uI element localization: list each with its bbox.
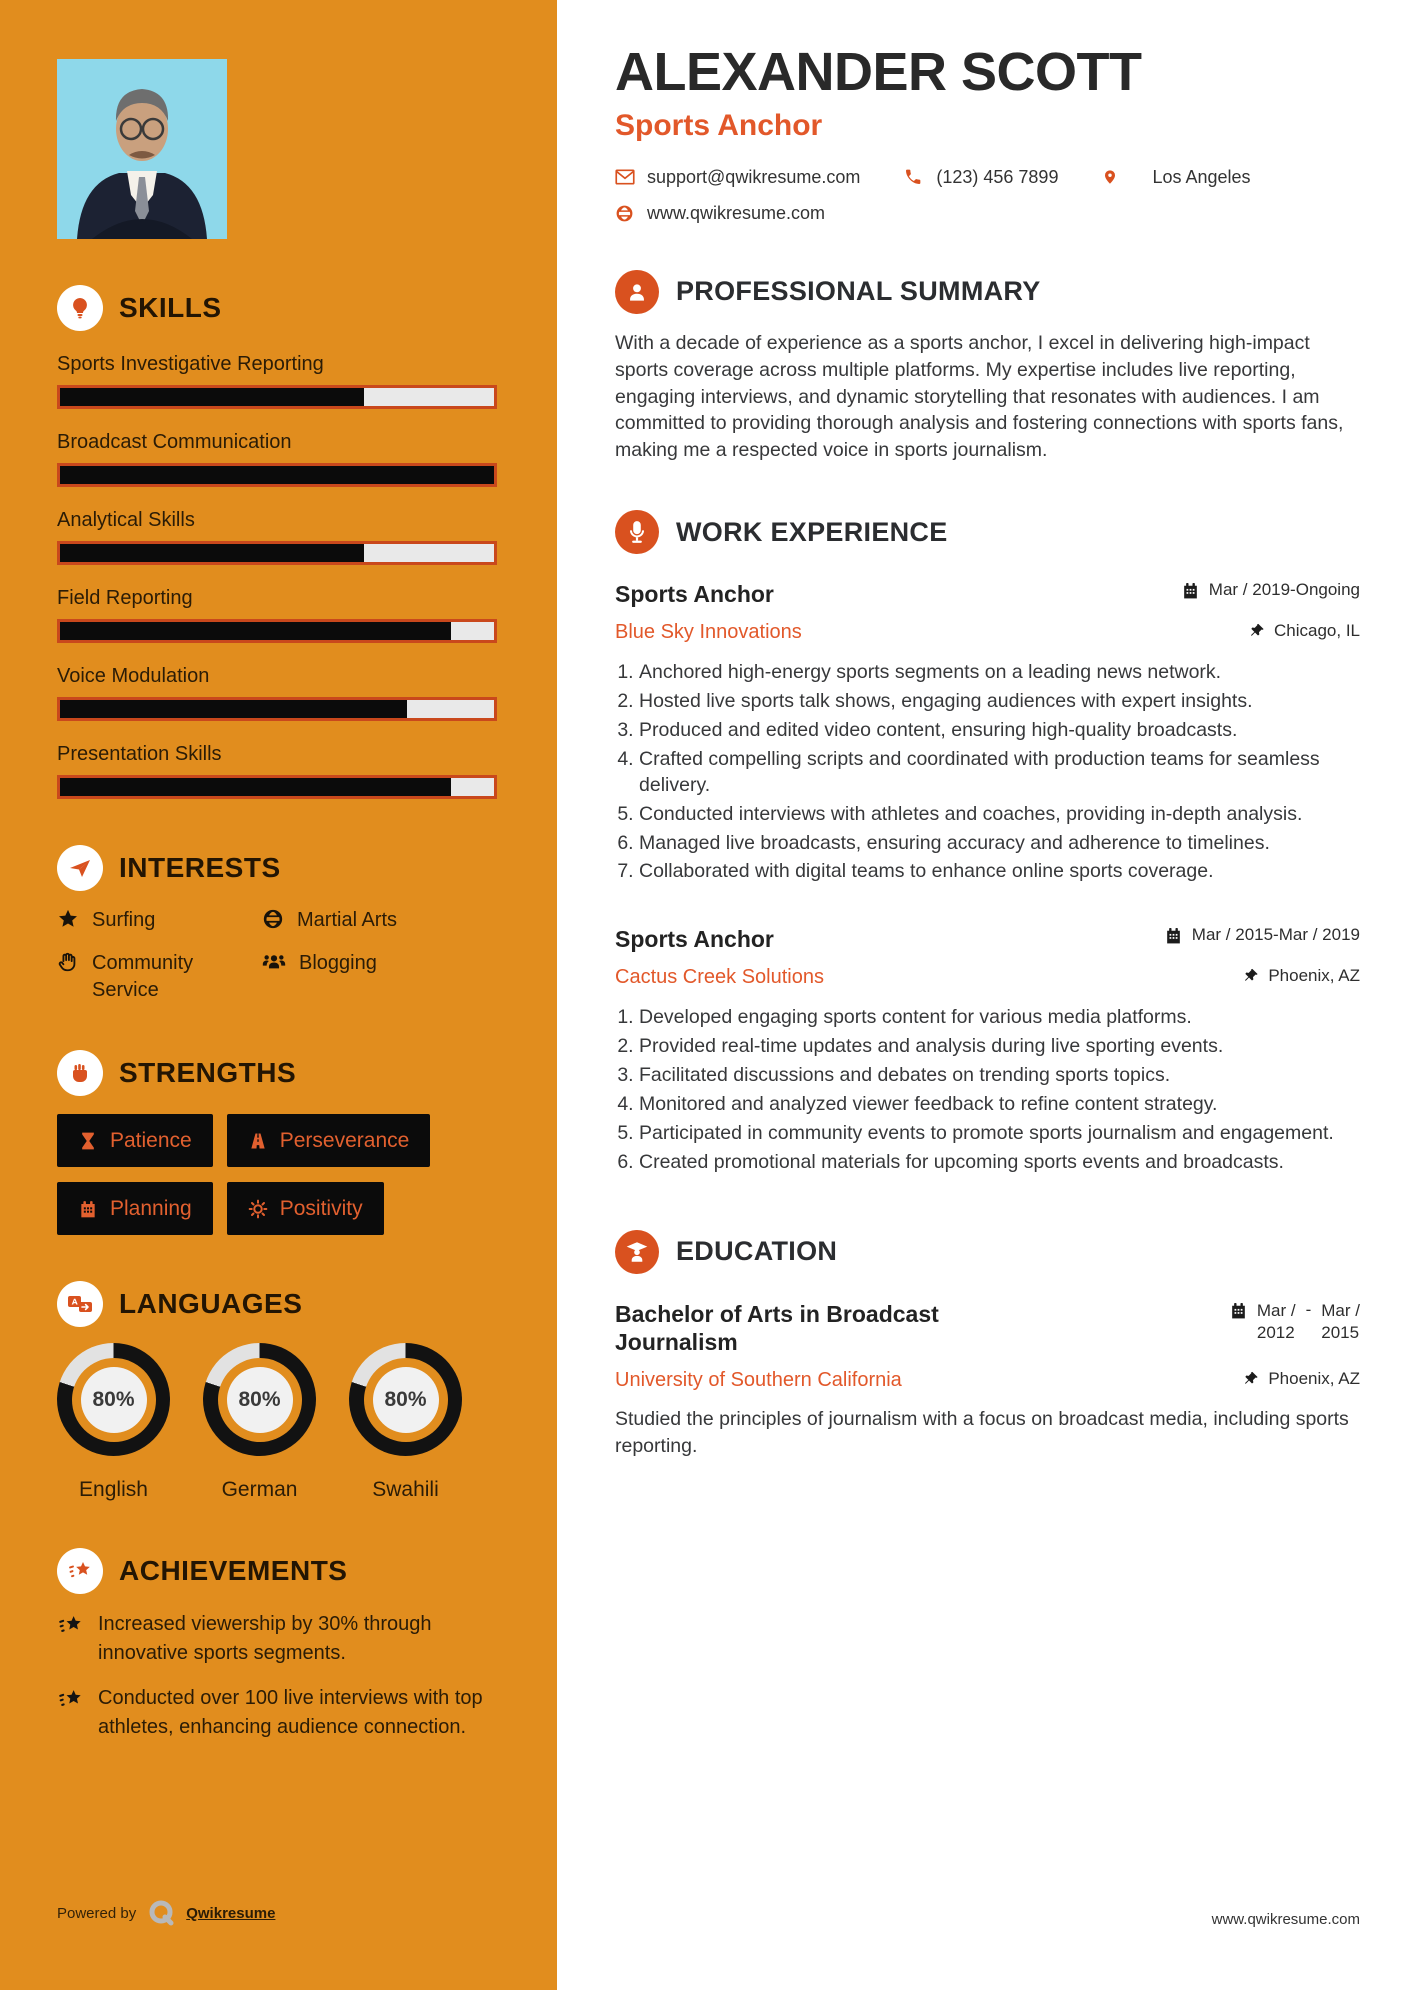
- interest-label: Martial Arts: [297, 909, 398, 931]
- language-donut-chart: [203, 1343, 316, 1456]
- interests-title: INTERESTS: [119, 852, 281, 883]
- job-bullet: 6. Created promotional materials for upcoming sports events and broadcasts.: [639, 1150, 1355, 1176]
- graduate-icon: [615, 1230, 659, 1274]
- job-bullet: 3. Facilitated discussions and debates on trending sports topics.: [639, 1063, 1355, 1089]
- experience-title: WORK EXPERIENCE: [676, 516, 948, 547]
- education-location: [1243, 1369, 1360, 1389]
- achievements-section: [57, 1548, 497, 1742]
- interest-item: [57, 907, 262, 934]
- achievement-item: [57, 1684, 497, 1742]
- qwikresume-link[interactable]: Qwikresume: [186, 1904, 276, 1922]
- strength-label: Patience: [110, 1128, 192, 1152]
- language-label: English: [79, 1478, 148, 1501]
- skill-bar-fill: [60, 388, 364, 406]
- skill-label: Analytical Skills: [57, 509, 195, 531]
- language-percent: 80%: [81, 1367, 147, 1433]
- qwikresume-logo-icon: [146, 1898, 176, 1928]
- skill-label: Voice Modulation: [57, 665, 210, 687]
- achievement-text: Conducted over 100 live interviews with top athletes, enhancing audience connection.: [98, 1687, 483, 1738]
- phone-icon: [904, 168, 924, 186]
- job-dates-text: Mar / 2019-Ongoing: [1208, 580, 1360, 600]
- education-location-text: Phoenix, AZ: [1268, 1369, 1360, 1389]
- skills-section: [57, 285, 497, 799]
- job-bullet: 4. Monitored and analyzed viewer feedback to refine content strategy.: [639, 1092, 1355, 1118]
- strength-pill: [57, 1182, 213, 1235]
- paper-plane-icon: [57, 845, 103, 891]
- language-percent: 80%: [373, 1367, 439, 1433]
- globe-web-icon: [615, 204, 635, 223]
- calendar-icon: [1181, 581, 1200, 600]
- skill-bar: [57, 697, 497, 721]
- job-bullet: 5. Participated in community events to promote sports journalism and engagement.: [639, 1121, 1355, 1147]
- shooting-star-icon: [57, 1548, 103, 1594]
- skill-bar: [57, 541, 497, 565]
- person-icon: [615, 270, 659, 314]
- language-label: Swahili: [372, 1478, 439, 1501]
- person-job-title: Sports Anchor: [615, 108, 823, 142]
- shooting-star-icon: [57, 1686, 84, 1742]
- contact-row-1: [615, 167, 1360, 188]
- powered-by-footer: [57, 1898, 275, 1928]
- translate-icon: [57, 1281, 103, 1327]
- profile-photo: [57, 59, 227, 239]
- job-entry: [615, 580, 1360, 885]
- language-label: German: [221, 1478, 298, 1501]
- job-company: Cactus Creek Solutions: [615, 966, 824, 989]
- portrait-illustration: [57, 59, 227, 239]
- achievements-title: ACHIEVEMENTS: [119, 1555, 348, 1586]
- school-name: University of Southern California: [615, 1369, 902, 1392]
- interest-item: [262, 950, 497, 1004]
- skill-bar-fill: [60, 622, 451, 640]
- location-text: Los Angeles: [1152, 166, 1251, 187]
- skill-item: [57, 665, 497, 721]
- language-item: [349, 1343, 462, 1502]
- hourglass-icon: [78, 1131, 98, 1151]
- skill-bar: [57, 463, 497, 487]
- skill-bar-fill: [60, 778, 451, 796]
- job-location-text: Chicago, IL: [1274, 620, 1360, 640]
- job-bullet: 7. Collaborated with digital teams to enhance online sports coverage.: [639, 859, 1355, 885]
- interest-item: [262, 907, 497, 934]
- experience-section: [615, 510, 1360, 1175]
- envelope-icon: [615, 169, 635, 185]
- date-separator: -: [1305, 1299, 1312, 1319]
- education-dates: Mar / 2012 - Mar / 2015: [1229, 1300, 1360, 1344]
- summary-title: PROFESSIONAL SUMMARY: [676, 276, 1041, 307]
- pushpin-icon: [1243, 967, 1259, 984]
- education-title: EDUCATION: [676, 1236, 838, 1267]
- job-bullet: 6. Managed live broadcasts, ensuring accuracy and adherence to timelines.: [639, 831, 1355, 857]
- job-role: Sports Anchor: [615, 581, 774, 608]
- powered-by-label: Powered by: [57, 1904, 137, 1922]
- footer-website: www.qwikresume.com: [1211, 1911, 1360, 1928]
- calendar-icon: [1164, 926, 1183, 945]
- job-bullets: [615, 660, 1355, 885]
- skill-label: Field Reporting: [57, 587, 193, 609]
- education-section: [615, 1230, 1360, 1460]
- job-bullet: 5. Conducted interviews with athletes and coaches, providing in-depth analysis.: [639, 802, 1355, 828]
- strength-label: Planning: [110, 1196, 192, 1220]
- job-bullet: 2. Hosted live sports talk shows, engaging audiences with expert insights.: [639, 689, 1355, 715]
- interest-label: Community Service: [92, 952, 194, 1001]
- strength-pill: [227, 1114, 431, 1167]
- strength-label: Perseverance: [279, 1128, 410, 1152]
- main-column: [557, 0, 1407, 1990]
- job-bullet: 1. Developed engaging sports content for various media platforms.: [639, 1005, 1355, 1031]
- users-icon: [262, 951, 286, 1004]
- globe-icon: [262, 908, 284, 934]
- strength-pill: [57, 1114, 213, 1167]
- road-icon: [248, 1131, 268, 1151]
- job-location-text: Phoenix, AZ: [1268, 966, 1360, 986]
- skill-item: [57, 509, 497, 565]
- skill-bar: [57, 775, 497, 799]
- language-item: [57, 1343, 170, 1502]
- hand-icon: [57, 951, 79, 1004]
- skill-item: [57, 353, 497, 409]
- email-link[interactable]: support@qwikresume.com: [647, 166, 861, 187]
- job-bullets: [615, 1005, 1355, 1176]
- languages-section: [57, 1281, 497, 1502]
- job-location: [1243, 966, 1360, 986]
- summary-text: With a decade of experience as a sports anchor, I excel in delivering high-impact sports coverage across multiple platforms. My expertise includes live reporting, engaging interviews, and dynamic storytelling that resonates with audiences. I am committed to providing thorough analysis and fostering connections with sports fans, making me a respected voice in sports journalism.: [615, 331, 1344, 462]
- lightbulb-icon: [57, 285, 103, 331]
- language-donut-chart: [57, 1343, 170, 1456]
- job-dates: [1164, 925, 1360, 945]
- job-role: Sports Anchor: [615, 926, 774, 953]
- job-bullet: 1. Anchored high-energy sports segments on a leading news network.: [639, 660, 1355, 686]
- language-percent: 80%: [227, 1367, 293, 1433]
- skill-bar-fill: [60, 700, 407, 718]
- strengths-title: STRENGTHS: [119, 1057, 297, 1088]
- sidebar: [0, 0, 557, 1990]
- skill-bar: [57, 619, 497, 643]
- calendar-icon: [1229, 1301, 1248, 1320]
- skills-title: SKILLS: [119, 292, 222, 323]
- skill-bar-fill: [60, 466, 494, 484]
- skill-item: [57, 431, 497, 487]
- job-dates-text: Mar / 2015-Mar / 2019: [1191, 925, 1360, 945]
- star-icon: [57, 908, 79, 934]
- skill-label: Broadcast Communication: [57, 431, 292, 453]
- phone-number: (123) 456 7899: [936, 166, 1059, 187]
- skill-item: [57, 743, 497, 799]
- language-donut-chart: [349, 1343, 462, 1456]
- job-entry: [615, 925, 1360, 1175]
- job-bullet: 3. Produced and edited video content, ensuring high-quality broadcasts.: [639, 718, 1355, 744]
- shooting-star-icon: [57, 1612, 84, 1668]
- sun-icon: [248, 1199, 268, 1219]
- education-date-start: Mar /: [1256, 1300, 1296, 1320]
- strengths-section: [57, 1050, 497, 1235]
- job-dates: [1181, 580, 1360, 600]
- job-bullet: 2. Provided real-time updates and analysis during live sporting events.: [639, 1034, 1355, 1060]
- education-entry: [615, 1300, 1360, 1460]
- pushpin-icon: [1243, 1370, 1259, 1387]
- interest-label: Surfing: [92, 909, 156, 931]
- fist-icon: [57, 1050, 103, 1096]
- contact-row-2: [615, 203, 1360, 224]
- summary-section: [615, 270, 1360, 465]
- interest-item: [57, 950, 262, 1004]
- pushpin-icon: [1249, 622, 1265, 639]
- degree-title: Bachelor of Arts in Broadcast Journalism: [615, 1300, 939, 1356]
- interests-section: [57, 845, 497, 1004]
- education-description: Studied the principles of journalism with a focus on broadcast media, including sports reporting.: [615, 1408, 1349, 1458]
- strength-label: Positivity: [279, 1196, 363, 1220]
- interest-label: Blogging: [299, 952, 377, 974]
- language-item: [203, 1343, 316, 1502]
- map-pin-icon: [1102, 167, 1122, 187]
- achievement-item: [57, 1610, 497, 1668]
- microphone-icon: [615, 510, 659, 554]
- job-location: [1249, 621, 1360, 641]
- person-name: ALEXANDER SCOTT: [615, 42, 1142, 102]
- skill-label: Presentation Skills: [57, 743, 222, 765]
- skill-label: Sports Investigative Reporting: [57, 353, 324, 375]
- skill-bar: [57, 385, 497, 409]
- languages-title: LANGUAGES: [119, 1288, 303, 1319]
- skill-bar-fill: [60, 544, 364, 562]
- achievement-text: Increased viewership by 30% through innovative sports segments.: [98, 1613, 432, 1664]
- strength-pill: [227, 1182, 384, 1235]
- calendar-icon: [78, 1199, 98, 1219]
- job-company: Blue Sky Innovations: [615, 620, 802, 643]
- job-bullet: 4. Crafted compelling scripts and coordinated with production teams for seamless delivery.: [639, 747, 1355, 799]
- skill-item: [57, 587, 497, 643]
- website-link[interactable]: www.qwikresume.com: [647, 202, 826, 223]
- education-date-end: Mar /: [1321, 1300, 1360, 1320]
